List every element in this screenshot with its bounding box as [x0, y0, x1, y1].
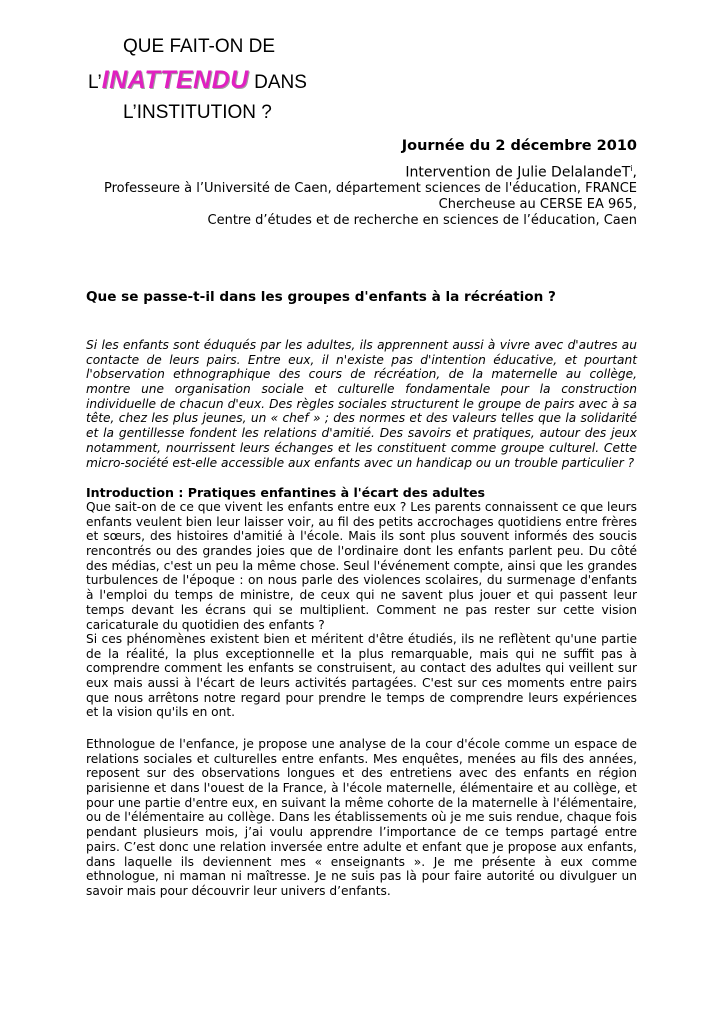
text-line: et la gentillesse fondent les relations d'amitié. Des savoirs et pratiques, autour des jeux [86, 426, 637, 441]
intro-paragraph-1 [86, 500, 637, 632]
text-line: reposent sur des observations longues et des entretiens avec des enfants en région [86, 766, 637, 781]
speaker [405, 164, 637, 181]
speaker-comma: , [632, 164, 637, 181]
text-line: à l'emploi du temps de ministre, de ceux qui ne savent plus jouer et qui passent leur [86, 588, 637, 603]
text-line: Ethnologue de l'enfance, je propose une analyse de la cour d'école comme un espace de [86, 737, 637, 751]
text-line: micro-société est-elle accessible aux enfants avec un handicap ou un trouble particulier ? [86, 455, 635, 470]
title-line-2 [88, 66, 307, 95]
section-heading: Que se passe-t-il dans les groupes d'enfants à la récréation ? [86, 289, 556, 305]
text-line: turbulences de l'époque : on nous parle des violences scolaires, du surmenage d'enfants [86, 573, 637, 588]
text-line: notamment, nourrissent leurs échanges et les constituent comme groupe culturel. Cette [86, 440, 637, 455]
text-line: individuelle de chacun d'eux. Des règles sociales structurent le groupe de pairs avec à sa [86, 396, 637, 411]
text-line: pairs. C’est donc une relation inversée entre adulte et enfant que je propose aux enfants, [86, 839, 637, 854]
text-line: montre une organisation sociale et culturelle fondamentale pour la construction [86, 382, 637, 397]
text-line: pour une partie d'entre eux, en suivant la même cohorte de la maternelle à l'élémentaire, [86, 795, 637, 810]
affiliation-2: Chercheuse au CERSE EA 965, [438, 197, 637, 212]
text-line: rencontrés ou des grandes joies que de l'ordinaire dont les enfants parlent peu. Du côté [86, 544, 637, 559]
title-highlight: INATTENDU [101, 66, 249, 94]
title-line-3: L’INSTITUTION ? [123, 102, 272, 123]
text-line: parisienne et dans l'ouest de la France, à l'école maternelle, élémentaire et au collège, et [86, 781, 637, 796]
intro-heading: Introduction : Pratiques enfantines à l'écart des adultes [86, 485, 486, 500]
text-line: et la vision qu'ils en ont. [86, 705, 236, 720]
text-line: Si les enfants sont éduqués par les adultes, ils apprennent aussi à vivre avec d'autres au [86, 338, 637, 352]
text-line: ou de l'élémentaire au collège. Dans les établissements où je me suis rendue, chaque fois [86, 810, 637, 825]
title-prefix: L’ [88, 72, 102, 93]
text-line: pendant plusieurs mois, j’ai voulu apprendre l’importance de ce temps partagé entre [86, 825, 637, 840]
text-line: de la réalité, la plus exceptionnelle et la plus remarquable, mais qui ne suffit pas à [86, 646, 637, 661]
event-date: Journée du 2 décembre 2010 [401, 138, 637, 154]
title-suffix: DANS [254, 72, 307, 93]
text-line: que nous arrêtons notre regard pour prendre le temps de comprendre leurs expériences [86, 690, 637, 705]
affiliation-3: Centre d’études et de recherche en sciences de l’éducation, Caen [207, 213, 637, 228]
text-line: comprendre comment les enfants se construisent, au contact des adultes qui veillent sur [86, 661, 637, 676]
text-line: et sœurs, des histoires d'amitié à l'école. Mais ils sont plus souvent informés des soucis [86, 529, 637, 544]
text-line: contacte de leurs pairs. Entre eux, il n'existe pas d'intention éducative, et pourtant [86, 352, 637, 367]
speaker-name: Intervention de Julie DelalandeT [405, 164, 631, 181]
text-line: tête, chez les plus jeunes, un « chef » ; des normes et des valeurs telles que la solidarité [86, 411, 637, 426]
text-line: eux mais aussi à l'écart de leurs activités partagées. C'est sur ces moments entre pairs [86, 676, 637, 691]
title-line-1: QUE FAIT-ON DE [123, 36, 276, 57]
intro-paragraph-2 [86, 632, 637, 720]
text-line: l'observation ethnographique des cours de récréation, de la maternelle au collège, [86, 367, 637, 382]
footnote-mark[interactable]: i [630, 164, 633, 173]
text-line: relations sociales et culturelles entre enfants. Mes enquêtes, menées au fils des années, [86, 751, 637, 766]
intro-paragraph-3 [86, 737, 637, 899]
text-line: dans laquelle ils deviennent mes « enseignants ». Je me présente à eux comme [86, 854, 637, 869]
text-line: caricaturale du quotidien des enfants ? [86, 617, 325, 632]
text-line: savoir mais pour découvrir leur univers d’enfants. [86, 883, 391, 898]
text-line: Que sait-on de ce que vivent les enfants entre eux ? Les parents connaissent ce que leurs [86, 500, 637, 514]
text-line: ethnologue, ni maman ni maîtresse. Je ne suis pas là pour faire autorité ou divulguer un [86, 869, 637, 884]
affiliation-1: Professeure à l’Université de Caen, département sciences de l'éducation, FRANCE [103, 181, 637, 196]
text-line: des médias, c'est un peu la même chose. Seul l'événement compte, ainsi que les grandes [86, 558, 637, 573]
abstract-paragraph [86, 338, 637, 470]
text-line: Si ces phénomènes existent bien et méritent d'être étudiés, ils ne reflètent qu'une partie [86, 632, 637, 646]
text-line: temps devant les écrans qui se multiplient. Comment ne pas rester sur cette vision [86, 602, 637, 617]
text-line: enfants veulent bien leur laisser voir, au fil des petits accrochages quotidiens entre frères [86, 514, 637, 529]
